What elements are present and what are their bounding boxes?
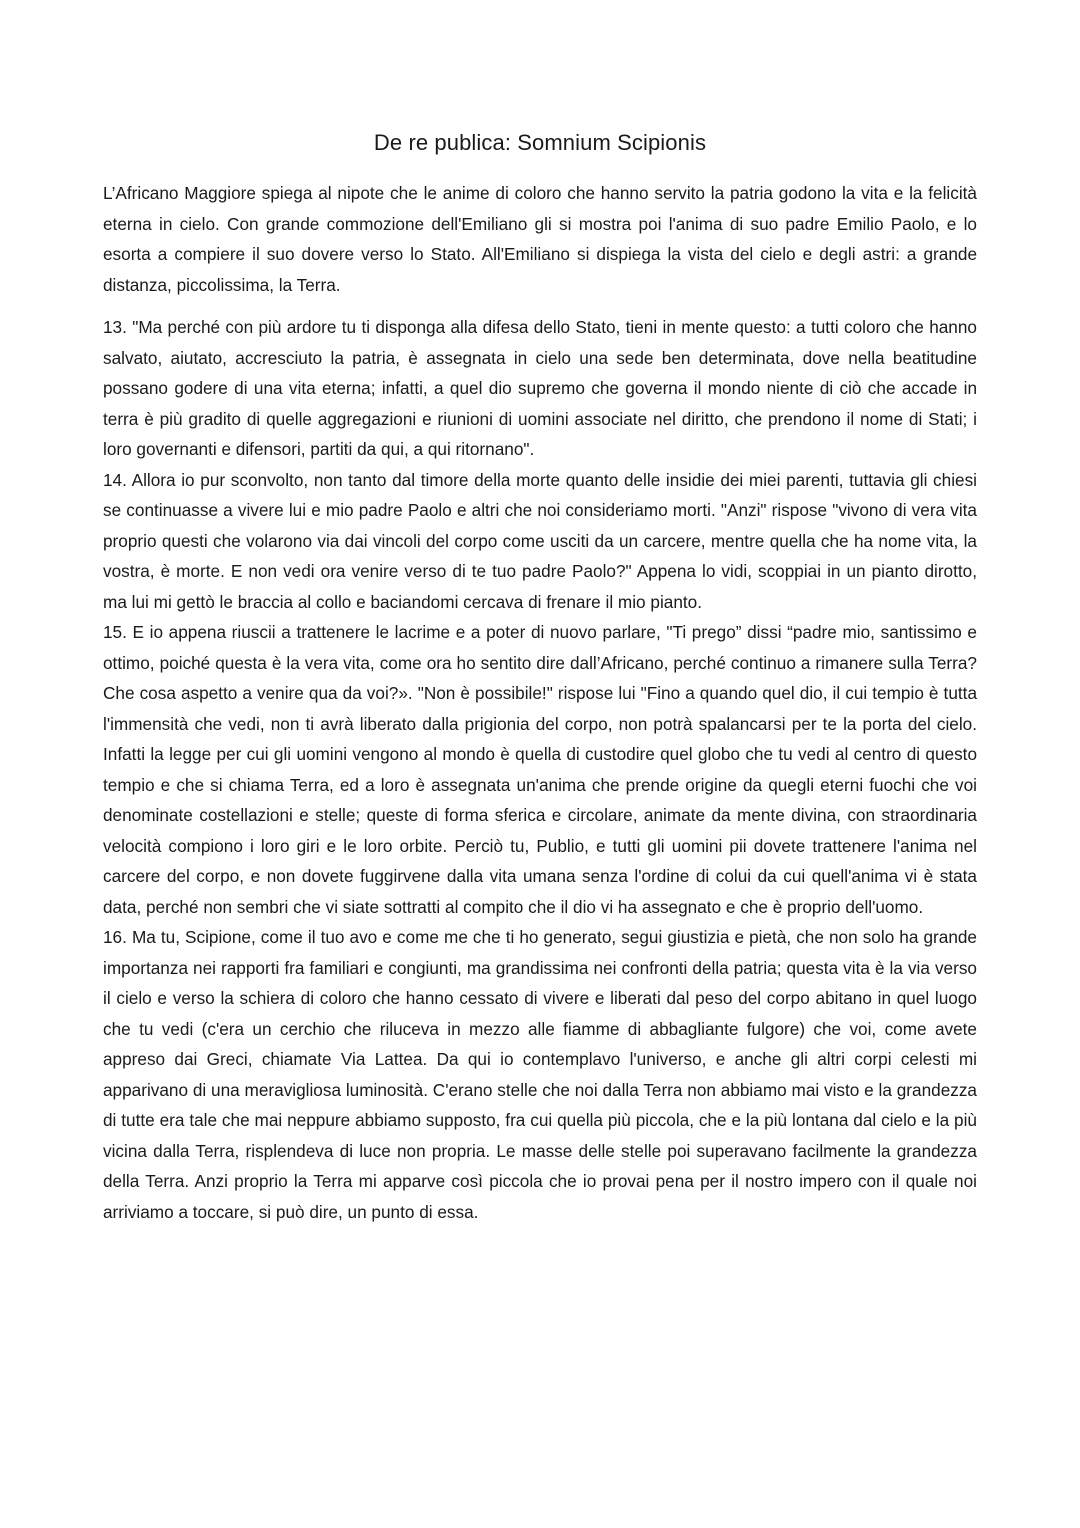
paragraph-16: 16. Ma tu, Scipione, come il tuo avo e come me che ti ho generato, segui giustizia e pietà, che non solo ha grande importanza nei rapporti fra familiari e congiunti, ma grandissima nei confronti della patria; questa vita è la via verso il cielo e verso la schiera di coloro che hanno cessato di vivere e liberati dal peso del corpo abitano in quel luogo che tu vedi (c'era un cerchio che riluceva in mezzo alle fiamme di abbagliante fulgore) che voi, come avete appreso dai Greci, chiamate Via Lattea. Da qui io contemplavo l'universo, e anche gli altri corpi celesti mi apparivano di una meravigliosa luminosità. C'erano stelle che noi dalla Terra non abbiamo mai visto e la grandezza di tutte era tale che mai neppure abbiamo supposto, fra cui quella più piccola, che e la più lontana dal cielo e la più vicina dalla Terra, risplendeva di luce non propria. Le masse delle stelle poi superavano facilmente la grandezza della Terra. Anzi proprio la Terra mi apparve così piccola che io provai pena per il nostro impero con il quale noi arriviamo a toccare, si può dire, un punto di essa.	[103, 927, 977, 1222]
intro-paragraph: L’Africano Maggiore spiega al nipote che le anime di coloro che hanno servito la patria godono la vita e la felicità eterna in cielo. Con grande commozione dell'Emiliano gli si mostra poi l'anima di suo padre Emilio Paolo, e lo esorta a compiere il suo dovere verso lo Stato. All'Emiliano si dispiega la vista del cielo e degli astri: a grande distanza, piccolissima, la Terra.	[103, 183, 977, 295]
document-title: De re publica: Somnium Scipionis	[373, 130, 707, 155]
paragraph-14: 14. Allora io pur sconvolto, non tanto dal timore della morte quanto delle insidie dei miei parenti, tuttavia gli chiesi se continuasse a vivere lui e mio padre Paolo e altri che noi consideriamo morti. "Anzi" rispose "vivono di vera vita proprio questi che volarono via dai vincoli del corpo come usciti da un carcere, mentre quella che ha nome vita, la vostra, è morte. E non vedi ora venire verso di te tuo padre Paolo?" Appena lo vidi, scoppiai in un pianto dirotto, ma lui mi gettò le braccia al collo e baciandomi cercava di frenare il mio pianto.	[103, 469, 977, 612]
paragraph-15: 15. E io appena riuscii a trattenere le lacrime e a poter di nuovo parlare, "Ti prego” dissi “padre mio, santissimo e ottimo, poiché questa è la vera vita, come ora ho sentito dire dall’Africano, perché continuo a rimanere sulla Terra? Che cosa aspetto a venire qua da voi?». "Non è possibile!" rispose lui "Fino a quando quel dio, il cui tempio è tutta l'immensità che vedi, non ti avrà liberato dalla prigionia del corpo, non potrà spalancarsi per te la porta del cielo. Infatti la legge per cui gli uomini vengono al mondo è quella di custodire quel globo che tu vedi al centro di questo tempio e che si chiama Terra, ed a loro è assegnata un'anima che prende origine da quegli eterni fuochi che voi denominate costellazioni e stelle; queste di forma sferica e circolare, animate da mente divina, con straordinaria velocità compiono i loro giri e le loro orbite. Perciò tu, Publio, e tutti gli uomini pii dovete trattenere l'anima nel carcere del corpo, e non dovete fuggirvene dalla vita umana senza l'ordine di colui da cui quell'anima vi è stata data, perché non sembri che vi siate sottratti al compito che il dio vi ha assegnato e che è proprio dell'uomo.	[103, 622, 977, 917]
paragraph-13: 13. "Ma perché con più ardore tu ti disponga alla difesa dello Stato, tieni in mente questo: a tutti coloro che hanno salvato, aiutato, accresciuto la patria, è assegnata in cielo una sede ben determinata, dove nella beatitudine possano godere di una vita eterna; infatti, a quel dio supremo che governa il mondo niente di ciò che accade in terra è più gradito di quelle aggregazioni e riunioni di uomini associate nel diritto, che prendono il nome di Stati; i loro governanti e difensori, partiti da qui, a qui ritornano".	[103, 317, 977, 459]
